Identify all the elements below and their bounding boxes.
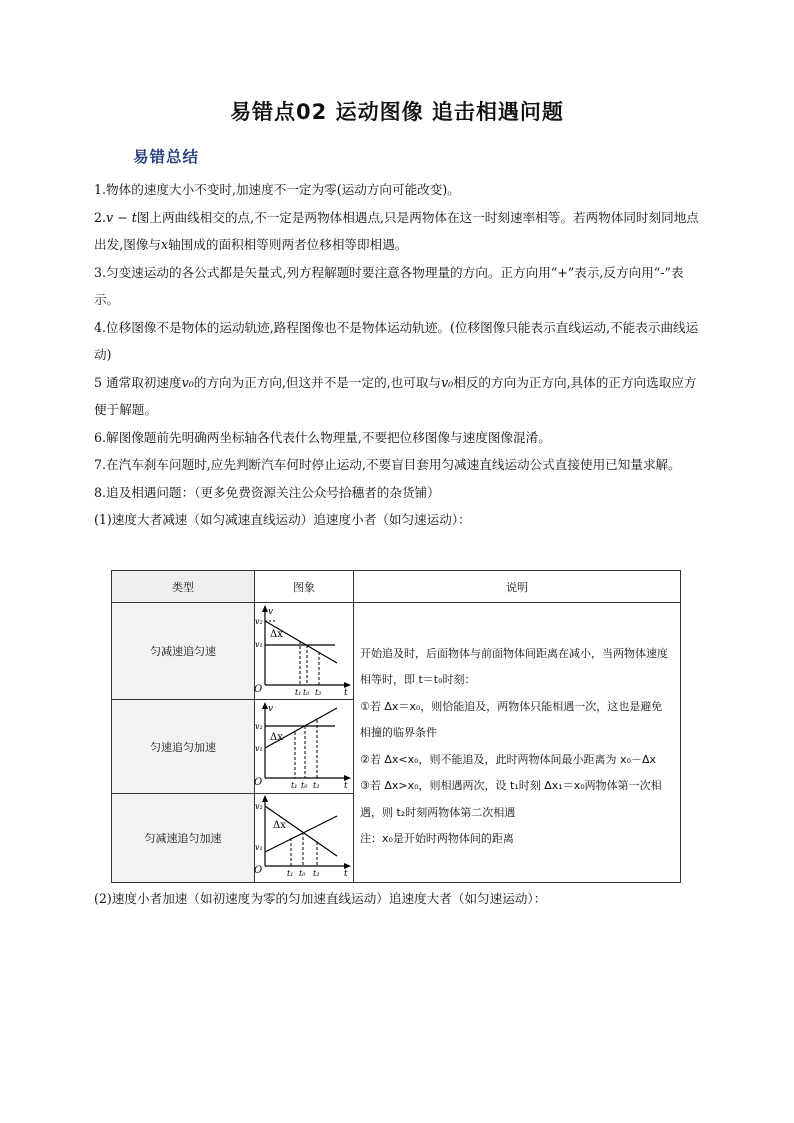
v1-label: v₁ bbox=[255, 744, 263, 753]
origin-label: O bbox=[254, 865, 263, 876]
chase-comparison-table bbox=[111, 570, 681, 883]
point-4: 4.位移图像不是物体的运动轨迹,路程图像也不是物体运动轨迹。(位移图像只能表示直线运动,不能表示曲线运动) bbox=[94, 319, 699, 362]
dx-label: Δx bbox=[273, 820, 286, 831]
point-6: 6.解图像题前先明确两坐标轴各代表什么物理量,不要把位移图像与速度图像混淆。 bbox=[94, 429, 551, 445]
origin-label: O bbox=[254, 777, 263, 788]
desc-note: 注：x₀是开始时两物体间的距离 bbox=[360, 832, 514, 845]
point-8-1: (1)速度大者减速（如匀减速直线运动）追速度小者（如匀速运动）： bbox=[94, 512, 471, 527]
point-1: 1.物体的速度大小不变时,加速度不一定为零(运动方向可能改变)。 bbox=[94, 182, 460, 197]
t1-label: t₁ bbox=[291, 781, 298, 790]
desc-case-1: ①若 Δx＝x₀，则恰能追及，两物体只能相遇一次，这也是避免相撞的临界条件 bbox=[360, 699, 663, 739]
desc-case-3: ③若 Δx>x₀，则相遇两次，设 t₁时刻 Δx₁＝x₀两物体第一次相遇，则 t₂时刻两物体第二次相遇 bbox=[360, 779, 662, 819]
graph-cell-2 bbox=[255, 700, 354, 794]
t2-label: t₂ bbox=[315, 688, 322, 697]
desc-case-2: ②若 Δx<x₀，则不能追及，此时两物体间最小距离为 x₀－Δx bbox=[360, 752, 656, 766]
header-type: 类型 bbox=[112, 571, 255, 603]
point-8: 8.追及相遇问题：（更多免费资源关注公众号拾穗者的杂货铺） bbox=[94, 484, 440, 500]
axis-t-label: t bbox=[344, 869, 348, 879]
axis-t-label: t bbox=[344, 781, 348, 791]
axis-v-label: v bbox=[268, 607, 274, 617]
graph-cell-1 bbox=[255, 603, 354, 700]
origin-label: O bbox=[254, 684, 263, 695]
desc-intro: 开始追及时，后面物体与前面物体间距离在减小，当两物体速度相等时，即 t＝t₀时刻： bbox=[360, 646, 668, 686]
type-cell-2: 匀速追匀加速 bbox=[112, 700, 255, 794]
page-title: 易错点02 运动图像 追击相遇问题 bbox=[230, 100, 564, 124]
t0-label: t₀ bbox=[303, 688, 310, 697]
v1-label: v₁ bbox=[255, 640, 263, 649]
v1-label: v₁ bbox=[255, 843, 263, 852]
description-cell bbox=[354, 603, 681, 883]
t2-label: t₂ bbox=[313, 869, 320, 878]
point-5: 5 通常取初速度v₀的方向为正方向,但这并不是一定的,也可取与v₀相反的方向为正方向,具体的正方向选取应方便于解题。 bbox=[94, 374, 697, 417]
v2-label: v₂ bbox=[255, 722, 263, 731]
type-cell-3: 匀减速追匀加速 bbox=[112, 794, 255, 883]
after-table-text: (2)速度小者加速（如初速度为零的匀加速直线运动）追速度大者（如匀速运动）： bbox=[94, 891, 547, 906]
header-desc: 说明 bbox=[354, 571, 681, 603]
header-graph: 图象 bbox=[255, 571, 354, 603]
t0-label: t₀ bbox=[299, 869, 306, 878]
point-3: 3.匀变速运动的各公式都是矢量式,列方程解题时要注意各物理量的方向。正方向用“+”表示,反方向用“-”表示。 bbox=[94, 264, 684, 307]
t2-label: t₂ bbox=[313, 781, 320, 790]
dx-label: Δx bbox=[270, 732, 283, 743]
t0-label: t₀ bbox=[301, 781, 308, 790]
t1-label: t₁ bbox=[287, 869, 294, 878]
vt-graph-3 bbox=[255, 794, 353, 879]
v2-label: v₂ bbox=[255, 802, 263, 811]
axis-v-label: v bbox=[268, 704, 274, 714]
t1-label: t₁ bbox=[295, 688, 302, 697]
graph-cell-3 bbox=[255, 794, 354, 883]
v2-label: v₂ bbox=[255, 617, 263, 626]
type-cell-1: 匀减速追匀速 bbox=[112, 603, 255, 700]
dx-label: Δx bbox=[270, 629, 283, 640]
summary-body bbox=[94, 176, 702, 534]
section-heading: 易错总结 bbox=[133, 148, 200, 166]
vt-graph-1 bbox=[255, 603, 353, 696]
point-2: 2.v − t图上两曲线相交的点,不一定是两物体相遇点,只是两物体在这一时刻速率相等。若两物体同时刻同地点出发,图像与x轴围成的面积相等则两者位移相等即相遇。 bbox=[94, 209, 699, 252]
vt-graph-2 bbox=[255, 700, 353, 790]
axis-t-label: t bbox=[344, 688, 348, 698]
point-7: 7.在汽车刹车问题时,应先判断汽车何时停止运动,不要盲目套用匀减速直线运动公式直接使用已知量求解。 bbox=[94, 457, 681, 472]
